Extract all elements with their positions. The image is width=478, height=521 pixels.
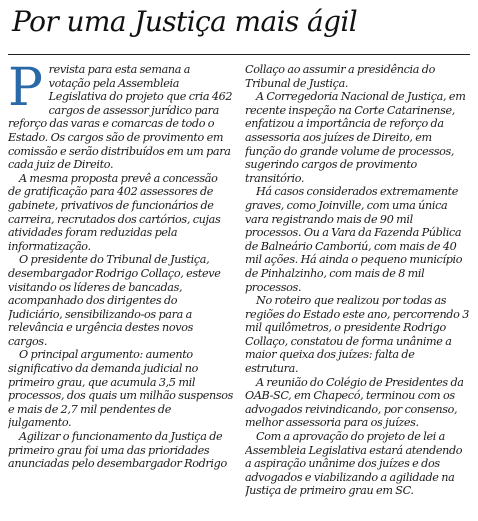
paragraph: O presidente do Tribunal de Justiça, desembargador Rodrigo Collaço, esteve visitando os líderes de bancadas, acompanhado dos dirigentes do Judiciário, sensibilizando-os para a relevância e urgência destes novos cargos.: [8, 253, 221, 348]
paragraph: A Corregedoria Nacional de Justiça, em recente inspeção na Corte Catarinense, enfatizou a importância de reforço da assessoria aos juízes de Direito, em função do grande volume de processos, sugerindo cargos de provimento transitório.: [245, 90, 466, 185]
paragraph: Collaço ao assumir a presidência do Tribunal de Justiça.: [245, 63, 435, 90]
paragraph: Agilizar o funcionamento da Justiça de primeiro grau foi uma das prioridades anunciadas pelo desembargador Rodrigo: [8, 430, 227, 471]
paragraph: A mesma proposta prevê a concessão de gratificação para 402 assessores de gabinete, privativos de funcionários de carreira, recrutados dos cartórios, cujas atividades foram reduzidas pela informatização.: [8, 171, 221, 253]
paragraph: O principal argumento: aumento significativo da demanda judicial no primeiro grau, que acumula 3,5 mil processos, dos quais um milhão suspensos e mais de 2,7 mil pendentes de julgamento.: [8, 348, 233, 430]
drop-cap: P: [8, 63, 43, 118]
headline: Por uma Justiça mais ágil: [12, 5, 358, 38]
headline-rule: [8, 54, 470, 55]
column-right: [245, 63, 470, 498]
paragraph: No roteiro que realizou por todas as regiões do Estado este ano, percorrendo 3 mil quilômetros, o presidente Rodrigo Collaço, constatou de forma unânime a maior queixa dos juízes: falta de estrutura.: [245, 294, 469, 376]
paragraph-text: revista para esta semana a votação pela Assembleia Legislativa do projeto que cria 462 cargos de assessor jurídico para reforço das varas e comarcas de todo o Estado. Os cargos são de provimento em comissão e serão distribuídos em um para cada juiz de Direito.: [8, 63, 233, 172]
column-left: [8, 63, 233, 498]
paragraph: A reunião do Colégio de Presidentes da OAB-SC, em Chapecó, terminou com os advogados reivindicando, por consenso, melhor assessoria para os juízes.: [245, 375, 464, 430]
paragraph: Há casos considerados extremamente graves, como Joinville, com uma única vara registrando mais de 90 mil processos. Ou a Vara da Fazenda Pública de Balneário Camboriú, com mais de 40 mil ações. Há ainda o pequeno município de Pinhalzinho, com mais de 8 mil processos.: [245, 185, 463, 294]
paragraph: Com a aprovação do projeto de lei a Assembleia Legislativa estará atendendo a aspiração unânime dos juízes e dos advogados e viabilizando a agilidade na Justiça de primeiro grau em SC.: [245, 430, 463, 498]
paragraph: [8, 63, 233, 172]
article-columns: [8, 63, 470, 498]
